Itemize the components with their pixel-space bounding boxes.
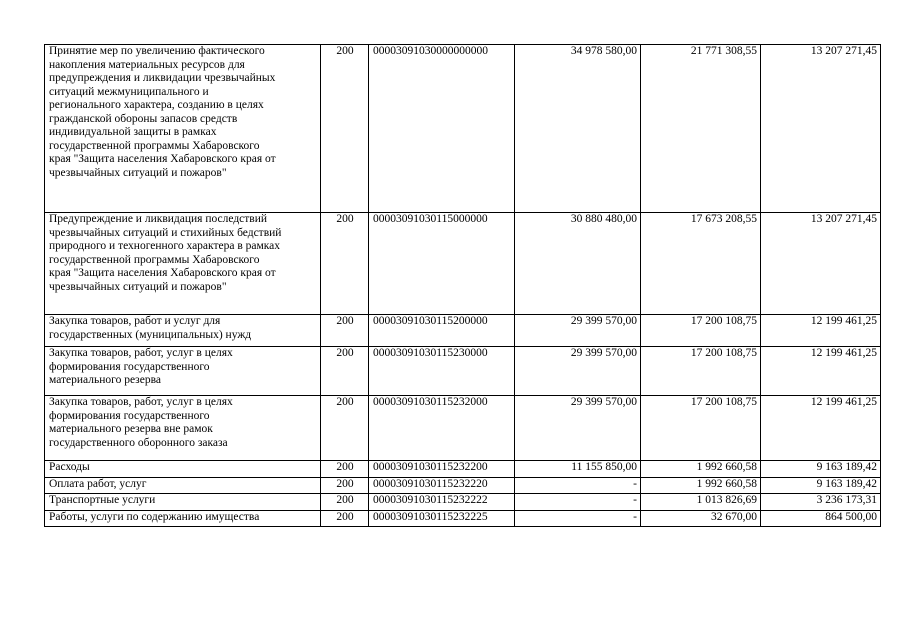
row-name-cell: Предупреждение и ликвидация последствий чрезвычайных ситуаций и стихийных бедствий природного и техногенного характера в рамках государственной программы Хабаровского края "Защита населения Хабаровского края от чрезвычайных ситуаций и пожаров" (45, 213, 321, 315)
table-row (45, 347, 881, 396)
approved-cell: - (515, 477, 641, 494)
kbk-cell: 00003091030115232200 (369, 461, 515, 478)
line-code-cell: 200 (321, 396, 369, 461)
kbk-cell: 00003091030115200000 (369, 315, 515, 347)
table-row (45, 396, 881, 461)
budget-table (44, 44, 881, 527)
row-name-cell: Транспортные услуги (45, 494, 321, 511)
executed-cell: 1 013 826,69 (641, 494, 761, 511)
table-row (45, 494, 881, 511)
executed-cell: 17 200 108,75 (641, 396, 761, 461)
executed-cell: 17 200 108,75 (641, 347, 761, 396)
line-code-cell: 200 (321, 510, 369, 527)
unexecuted-cell: 9 163 189,42 (761, 477, 881, 494)
unexecuted-cell: 13 207 271,45 (761, 45, 881, 213)
line-code-cell: 200 (321, 477, 369, 494)
approved-cell: - (515, 510, 641, 527)
executed-cell: 32 670,00 (641, 510, 761, 527)
kbk-cell: 00003091030115230000 (369, 347, 515, 396)
approved-cell: 29 399 570,00 (515, 347, 641, 396)
unexecuted-cell: 9 163 189,42 (761, 461, 881, 478)
kbk-cell: 00003091030115232222 (369, 494, 515, 511)
executed-cell: 1 992 660,58 (641, 461, 761, 478)
line-code-cell: 200 (321, 494, 369, 511)
row-name-cell: Закупка товаров, работ, услуг в целях формирования государственного материального резерва вне рамок государственного оборонного заказа (45, 396, 321, 461)
executed-cell: 17 200 108,75 (641, 315, 761, 347)
table-row (45, 461, 881, 478)
row-name-cell: Закупка товаров, работ и услуг для государственных (муниципальных) нужд (45, 315, 321, 347)
unexecuted-cell: 12 199 461,25 (761, 396, 881, 461)
row-name-cell: Принятие мер по увеличению фактического накопления материальных ресурсов для предупреждения и ликвидации чрезвычайных ситуаций межмуниципального и регионального характера, созданию в целях гражданской обороны запасов средств индивидуальной защиты в рамках государственной программы Хабаровского края "Защита населения Хабаровского края от чрезвычайных ситуаций и пожаров" (45, 45, 321, 213)
approved-cell: 30 880 480,00 (515, 213, 641, 315)
unexecuted-cell: 12 199 461,25 (761, 315, 881, 347)
kbk-cell: 00003091030115000000 (369, 213, 515, 315)
line-code-cell: 200 (321, 347, 369, 396)
approved-cell: 11 155 850,00 (515, 461, 641, 478)
row-name-cell: Закупка товаров, работ, услуг в целях формирования государственного материального резерва (45, 347, 321, 396)
table-row (45, 45, 881, 213)
table-row (45, 477, 881, 494)
kbk-cell: 00003091030115232220 (369, 477, 515, 494)
unexecuted-cell: 864 500,00 (761, 510, 881, 527)
unexecuted-cell: 12 199 461,25 (761, 347, 881, 396)
approved-cell: 29 399 570,00 (515, 396, 641, 461)
table-row (45, 315, 881, 347)
kbk-cell: 00003091030000000000 (369, 45, 515, 213)
line-code-cell: 200 (321, 315, 369, 347)
kbk-cell: 00003091030115232000 (369, 396, 515, 461)
table-row (45, 510, 881, 527)
kbk-cell: 00003091030115232225 (369, 510, 515, 527)
executed-cell: 21 771 308,55 (641, 45, 761, 213)
line-code-cell: 200 (321, 213, 369, 315)
unexecuted-cell: 13 207 271,45 (761, 213, 881, 315)
executed-cell: 17 673 208,55 (641, 213, 761, 315)
row-name-cell: Расходы (45, 461, 321, 478)
row-name-cell: Работы, услуги по содержанию имущества (45, 510, 321, 527)
table-row (45, 213, 881, 315)
approved-cell: 29 399 570,00 (515, 315, 641, 347)
line-code-cell: 200 (321, 461, 369, 478)
executed-cell: 1 992 660,58 (641, 477, 761, 494)
approved-cell: 34 978 580,00 (515, 45, 641, 213)
approved-cell: - (515, 494, 641, 511)
line-code-cell: 200 (321, 45, 369, 213)
unexecuted-cell: 3 236 173,31 (761, 494, 881, 511)
row-name-cell: Оплата работ, услуг (45, 477, 321, 494)
